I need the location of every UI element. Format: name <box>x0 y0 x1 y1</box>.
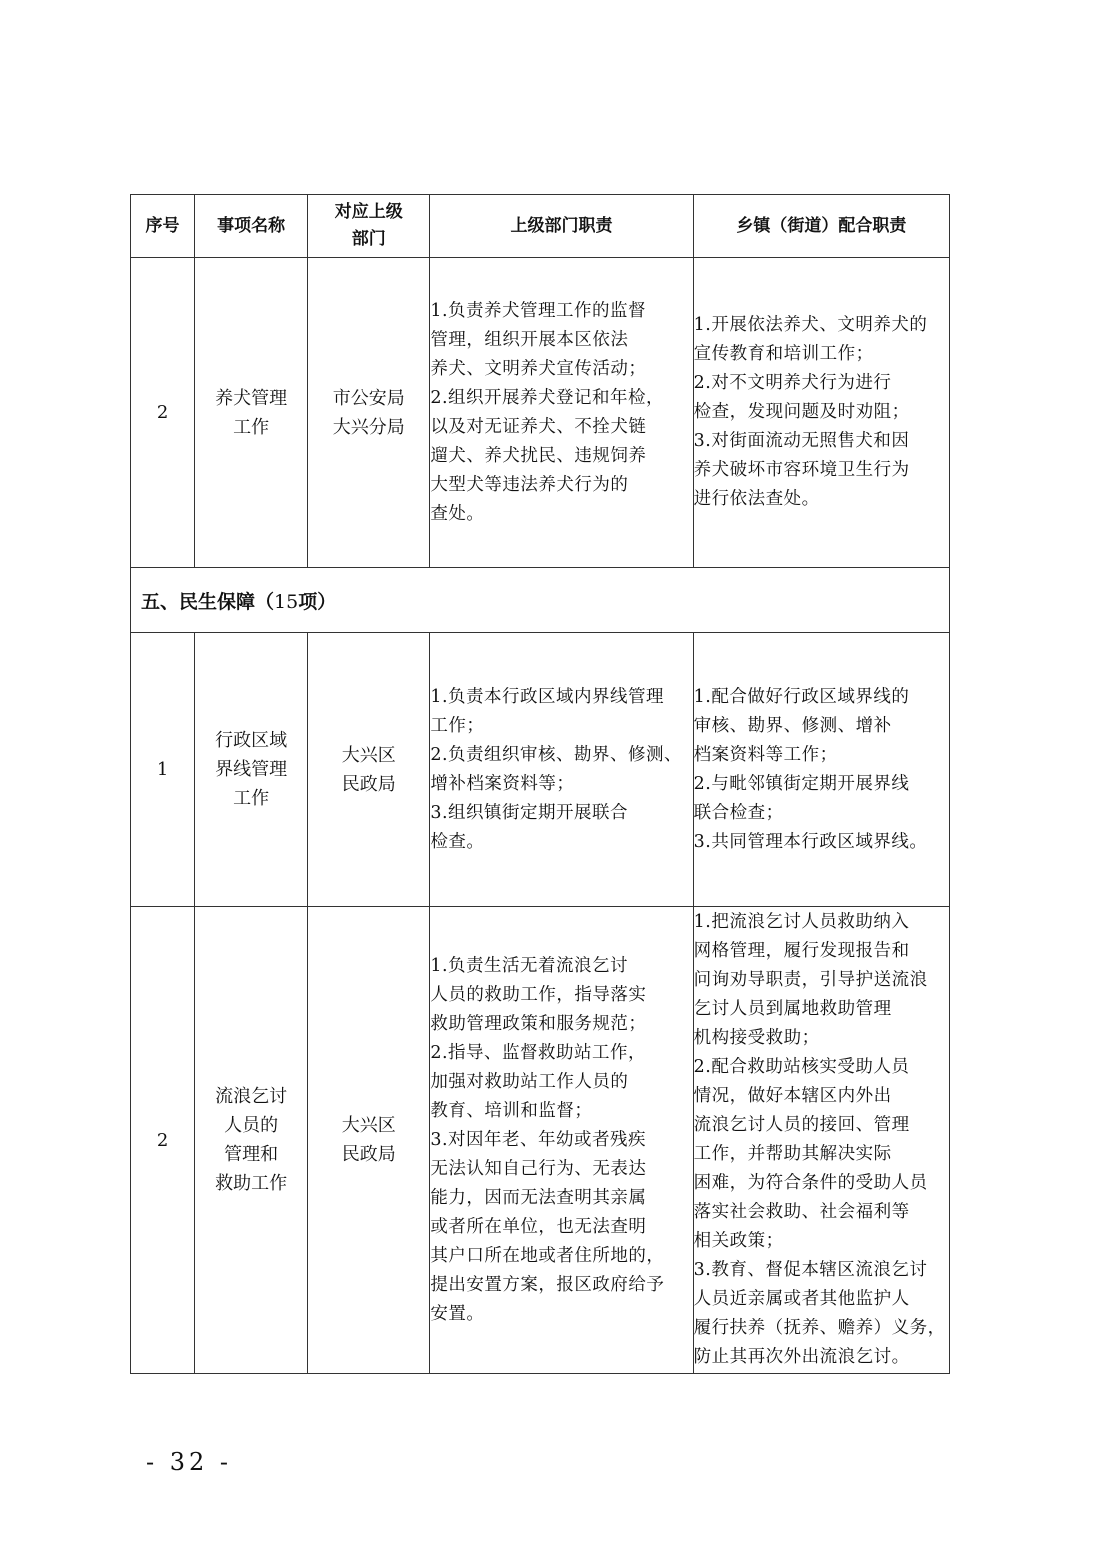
row-upper-duty <box>430 907 693 1374</box>
row-upper-duty <box>430 258 693 568</box>
text-line: 2.组织开展养犬登记和年检， <box>430 387 665 408</box>
row-item-name <box>195 907 308 1374</box>
header-upper-duty: 上级部门职责 <box>430 195 693 258</box>
text-line: 查处。 <box>430 503 485 524</box>
text-line: 大型犬等违法养犬行为的 <box>430 474 629 495</box>
text-line: 机构接受救助； <box>693 1028 820 1048</box>
text-line: 困难，为符合条件的受助人员 <box>693 1173 928 1193</box>
text-line: 安置。 <box>430 1303 485 1324</box>
text-line: 遛犬、养犬扰民、违规饲养 <box>430 445 647 466</box>
row-item-name <box>195 633 308 907</box>
text-line: 1.把流浪乞讨人员救助纳入 <box>693 912 910 932</box>
header-serial: 序号 <box>131 195 195 258</box>
table-header-row <box>131 195 950 258</box>
row-upper-dept <box>308 907 430 1374</box>
text-line: 2.配合救助站核实受助人员 <box>693 1057 910 1077</box>
table-row <box>131 633 950 907</box>
text-line: 工作 <box>233 788 270 809</box>
text-line: 检查。 <box>430 831 485 852</box>
text-line: 审核、勘界、修测、增补 <box>693 715 892 736</box>
text-line: 1.负责养犬管理工作的监督 <box>430 300 647 321</box>
text-line: 能力，因而无法查明其亲属 <box>430 1187 647 1208</box>
text-line: 管理和 <box>224 1144 279 1165</box>
text-line: 以及对无证养犬、不拴犬链 <box>430 416 647 437</box>
text-line: 救助工作 <box>215 1173 288 1194</box>
text-line: 大兴区 <box>341 1115 396 1136</box>
row-serial: 1 <box>131 633 195 907</box>
text-line: 3.教育、督促本辖区流浪乞讨 <box>693 1260 928 1280</box>
text-line: 流浪乞讨人员的接回、管理 <box>693 1115 910 1135</box>
row-upper-dept <box>308 633 430 907</box>
text-line: 加强对救助站工作人员的 <box>430 1071 629 1092</box>
text-line: 2.与毗邻镇街定期开展界线 <box>693 773 910 794</box>
text-line: 档案资料等工作； <box>693 744 838 765</box>
text-line: 3.组织镇街定期开展联合 <box>430 802 629 823</box>
text-line: 2.指导、监督救助站工作， <box>430 1042 647 1063</box>
text-line: 进行依法查处。 <box>693 489 820 509</box>
text-line: 增补档案资料等； <box>430 773 575 794</box>
text-line: 或者所在单位，也无法查明 <box>430 1216 647 1237</box>
text-line: 界线管理 <box>215 759 288 780</box>
text-line: 2.对不文明养犬行为进行 <box>693 373 892 393</box>
text-line: 工作； <box>430 715 485 736</box>
row-item-name <box>195 258 308 568</box>
text-line: 乞讨人员到属地救助管理 <box>693 999 892 1019</box>
text-line: 落实社会救助、社会福利等 <box>693 1202 910 1222</box>
text-line: 流浪乞讨 <box>215 1086 288 1107</box>
text-line: 1.负责生活无着流浪乞讨 <box>430 955 629 976</box>
text-line: 2.负责组织审核、勘界、修测、 <box>430 744 683 765</box>
text-line: 人员的救助工作，指导落实 <box>430 984 647 1005</box>
text-line: 检查，发现问题及时劝阻； <box>693 402 910 422</box>
text-line: 养犬破坏市容环境卫生行为 <box>693 460 910 480</box>
text-line: 其户口所在地或者住所地的， <box>430 1245 665 1266</box>
duty-table <box>130 194 950 1374</box>
text-line: 人员近亲属或者其他监护人 <box>693 1289 910 1309</box>
row-serial: 2 <box>131 907 195 1374</box>
text-line: 民政局 <box>341 1144 396 1165</box>
text-line: 1.负责本行政区域内界线管理 <box>430 686 665 707</box>
text-line: 大兴区 <box>341 744 396 766</box>
header-town-duty: 乡镇（街道）配合职责 <box>693 195 949 258</box>
text-line: 履行扶养（抚养、赡养）义务， <box>693 1318 946 1338</box>
text-line: 教育、培训和监督； <box>430 1100 593 1121</box>
text-line: 人员的 <box>224 1115 279 1136</box>
text-line: 市公安局 <box>332 387 405 409</box>
text-line: 3.共同管理本行政区域界线。 <box>693 831 928 852</box>
text-line: 养犬、文明养犬宣传活动； <box>430 358 647 379</box>
text-line: 行政区域 <box>215 730 288 751</box>
text-line: 问询劝导职责，引导护送流浪 <box>693 970 928 990</box>
section-row <box>131 568 950 633</box>
row-town-duty <box>693 633 949 907</box>
row-upper-duty <box>430 633 693 907</box>
text-line: 3.对街面流动无照售犬和因 <box>693 431 910 451</box>
text-line: 大兴分局 <box>332 416 405 438</box>
table-row <box>131 258 950 568</box>
header-item-name: 事项名称 <box>195 195 308 258</box>
text-line: 相关政策； <box>693 1231 784 1251</box>
row-town-duty <box>693 258 949 568</box>
table-row <box>131 907 950 1374</box>
text-line: 工作，并帮助其解决实际 <box>693 1144 892 1164</box>
text-line: 救助管理政策和服务规范； <box>430 1013 647 1034</box>
text-line: 管理，组织开展本区依法 <box>430 329 629 350</box>
text-line: 养犬管理 <box>215 387 288 409</box>
text-line: 无法认知自己行为、无表达 <box>430 1158 647 1179</box>
text-line: 提出安置方案，报区政府给予 <box>430 1274 665 1295</box>
text-line: 工作 <box>233 416 270 438</box>
text-line: 情况，做好本辖区内外出 <box>693 1086 892 1106</box>
row-serial: 2 <box>131 258 195 568</box>
text-line: 3.对因年老、年幼或者残疾 <box>430 1129 647 1150</box>
text-line: 1.开展依法养犬、文明养犬的 <box>693 315 928 335</box>
text-line: 联合检查； <box>693 802 784 823</box>
section-title: 五、民生保障（15项） <box>131 568 950 633</box>
row-town-duty <box>693 907 949 1374</box>
text-line: 宣传教育和培训工作； <box>693 344 874 364</box>
page-number: - 32 - <box>146 1448 233 1476</box>
text-line: 1.配合做好行政区域界线的 <box>693 686 910 707</box>
header-upper-dept: 对应上级 部门 <box>308 195 430 258</box>
text-line: 网格管理，履行发现报告和 <box>693 941 910 961</box>
row-upper-dept <box>308 258 430 568</box>
text-line: 防止其再次外出流浪乞讨。 <box>693 1347 910 1367</box>
text-line: 民政局 <box>341 773 396 795</box>
